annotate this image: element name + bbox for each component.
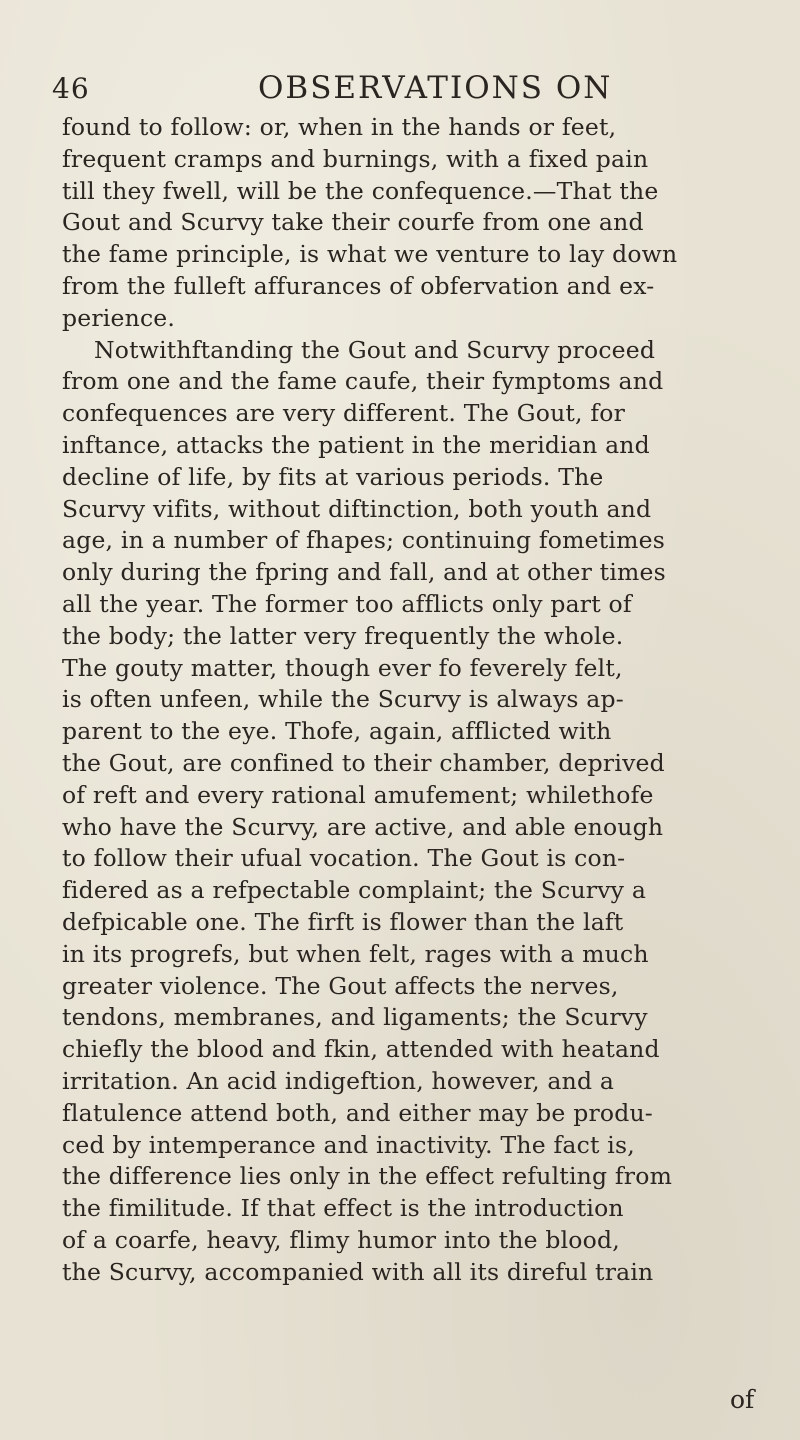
text-line: parent to the eye. Thofe, again, afflicted with: [62, 717, 612, 746]
text-line: all the year. The former too afflicts only part of: [62, 589, 632, 618]
page-header: [52, 70, 752, 110]
catchword: of: [730, 1385, 755, 1414]
body-text: [62, 112, 782, 1288]
text-line: Scurvy vifits, without diftinction, both youth and: [62, 494, 652, 523]
text-line: of a coarfe, heavy, flimy humor into the blood,: [62, 1225, 620, 1254]
text-line: inftance, attacks the patient in the meridian and: [62, 430, 650, 459]
text-line: from the fulleft affurances of obfervation and ex-: [62, 271, 655, 300]
text-line: tendons, membranes, and ligaments; the Scurvy: [62, 1003, 648, 1032]
text-line: irritation. An acid indigeftion, however, and a: [62, 1066, 615, 1095]
text-line: frequent cramps and burnings, with a fixed pain: [62, 144, 649, 173]
text-line: the difference lies only in the effect refulting from: [62, 1162, 673, 1191]
text-line: defpicable one. The firft is flower than the laft: [62, 907, 624, 936]
text-line: the body; the latter very frequently the whole.: [62, 621, 624, 650]
text-line: ced by intemperance and inactivity. The fact is,: [62, 1130, 635, 1159]
text-line: chiefly the blood and fkin, attended with heatand: [62, 1035, 660, 1064]
text-line: from one and the fame caufe, their fymptoms and: [62, 367, 664, 396]
text-line: confequences are very different. The Gout, for: [62, 399, 626, 428]
text-line: Gout and Scurvy take their courfe from one and: [62, 208, 644, 237]
text-line: greater violence. The Gout affects the nerves,: [62, 971, 619, 1000]
text-line: who have the Scurvy, are active, and able enough: [62, 812, 664, 841]
text-line: the fimilitude. If that effect is the introduction: [62, 1194, 624, 1223]
text-line: decline of life, by fits at various periods. The: [62, 462, 604, 491]
text-line: perience.: [62, 303, 176, 332]
text-line: the Scurvy, accompanied with all its direful train: [62, 1257, 654, 1286]
text-line: flatulence attend both, and either may be produ-: [62, 1098, 653, 1127]
text-line: is often unfeen, while the Scurvy is always ap-: [62, 685, 624, 714]
text-line: The gouty matter, though ever fo feverely felt,: [62, 653, 623, 682]
text-line: in its progrefs, but when felt, rages with a much: [62, 939, 649, 968]
text-line: age, in a number of fhapes; continuing fometimes: [62, 526, 665, 555]
text-line: the Gout, are confined to their chamber, deprived: [62, 748, 665, 777]
text-line: of reft and every rational amufement; whilethofe: [62, 780, 654, 809]
text-line: the fame principle, is what we venture to lay down: [62, 240, 678, 269]
text-line: to follow their ufual vocation. The Gout is con-: [62, 844, 626, 873]
text-line: found to follow: or, when in the hands or feet,: [62, 113, 617, 141]
text-line: till they fwell, will be the confequence.—That the: [62, 176, 659, 205]
page-number: 46: [52, 72, 90, 105]
text-line: only during the fpring and fall, and at other times: [62, 558, 666, 587]
text-line: Notwithftanding the Gout and Scurvy proceed: [94, 335, 656, 364]
text-line: fidered as a refpectable complaint; the Scurvy a: [62, 876, 647, 905]
running-head: OBSERVATIONS ON: [258, 70, 613, 106]
